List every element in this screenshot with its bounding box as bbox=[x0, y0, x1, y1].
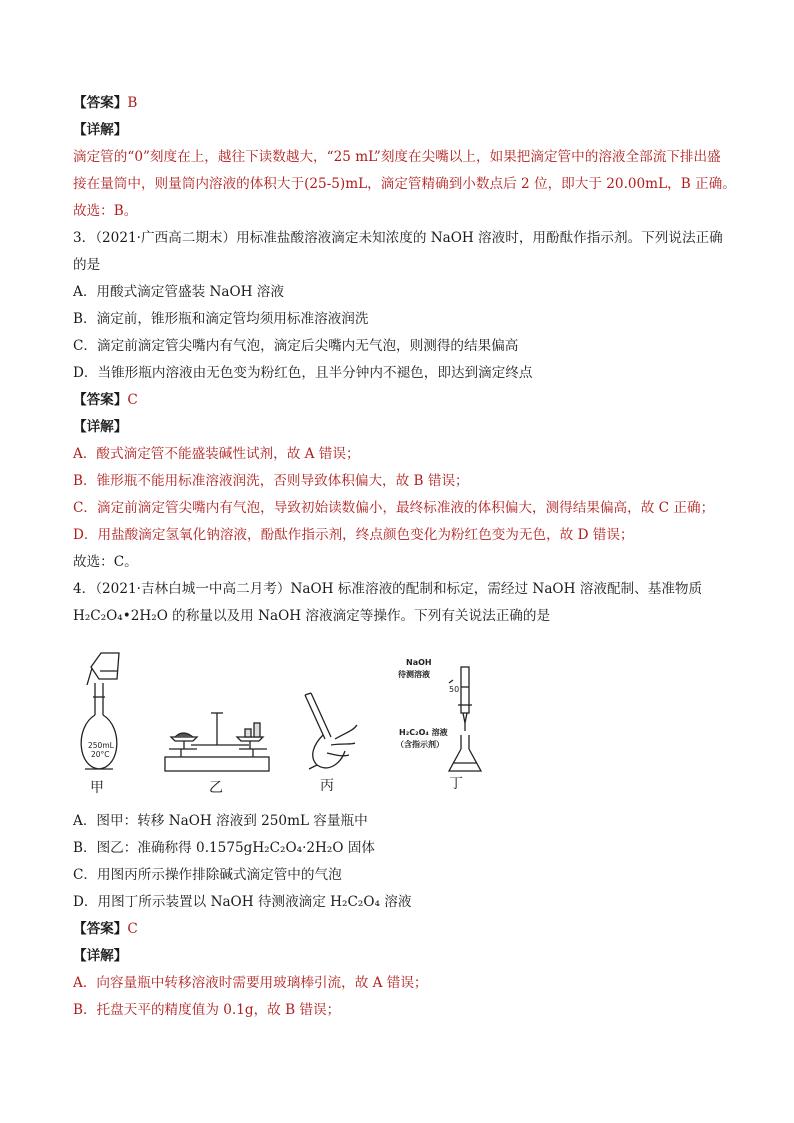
question-stem: 4．（2021·吉林白城一中高二月考）NaOH 标准溶液的配制和标定，需经过 NaOH 溶液配制、基准物质 bbox=[73, 581, 703, 597]
option-c: C．滴定前滴定管尖嘴内有气泡，滴定后尖嘴内无气泡，则测得的结果偏高 bbox=[73, 338, 519, 354]
answer-line bbox=[73, 920, 138, 938]
hand-burette-illustration bbox=[305, 693, 357, 769]
option-b: B．图乙：准确称得 0.1575gH₂C₂O₄·2H₂O 固体 bbox=[73, 840, 376, 856]
conclusion: 故选：B。 bbox=[73, 203, 138, 219]
question-stem: H₂C₂O₄•2H₂O 的称量以及用 NaOH 溶液滴定等操作。下列有关说法正确的是 bbox=[73, 608, 551, 624]
answer-tag: 【答案】 bbox=[73, 392, 128, 408]
caption-bing: 丙 bbox=[320, 778, 334, 794]
burette-label-naoh: NaOH bbox=[406, 658, 432, 667]
option-d: D．当锥形瓶内溶液由无色变为粉红色，且半分钟内不褪色，即达到滴定终点 bbox=[73, 365, 533, 381]
volumetric-flask-illustration bbox=[81, 653, 119, 769]
conical-label-indicator: （含指示剂） bbox=[396, 740, 444, 749]
detail-line: A．向容量瓶中转移溶液时需要用玻璃棒引流，故 A 错误； bbox=[73, 975, 428, 991]
caption-ding: 丁 bbox=[449, 776, 463, 792]
flask-label-temp: 20°C bbox=[91, 750, 110, 759]
balance-illustration bbox=[165, 713, 269, 771]
answer-tag: 【答案】 bbox=[73, 95, 128, 111]
apparatus-diagram bbox=[73, 645, 513, 795]
detail-line: 接在量筒中，则量筒内溶液的体积大于(25-5)mL，滴定管精确到小数点后 2 位，即大于 20.00mL，B 正确。 bbox=[73, 176, 736, 192]
answer-line bbox=[73, 94, 137, 112]
option-a: A．图甲：转移 NaOH 溶液到 250mL 容量瓶中 bbox=[73, 813, 368, 829]
option-b: B．滴定前，锥形瓶和滴定管均须用标准溶液润洗 bbox=[73, 311, 369, 327]
detail-line: D．用盐酸滴定氢氧化钠溶液，酚酞作指示剂，终点颜色变化为粉红色变为无色，故 D 错误； bbox=[73, 527, 634, 543]
answer-line bbox=[73, 391, 138, 409]
detail-tag: 【详解】 bbox=[73, 122, 128, 138]
burette-illustration bbox=[396, 658, 481, 771]
question-stem: 3．（2021·广西高二期末）用标准盐酸溶液滴定未知浓度的 NaOH 溶液时，用酚酞作指示剂。下列说法正确 bbox=[73, 230, 723, 246]
answer-value: C bbox=[127, 921, 138, 937]
detail-line: 滴定管的“0”刻度在上，越往下读数越大，“25 mL”刻度在尖嘴以上，如果把滴定管中的溶液全部流下排出盛 bbox=[73, 149, 721, 165]
conical-label-solution: H₂C₂O₄ 溶液 bbox=[399, 728, 448, 737]
flask-label-volume: 250mL bbox=[88, 741, 114, 750]
detail-tag: 【详解】 bbox=[73, 948, 128, 964]
detail-line: C．滴定前滴定管尖嘴内有气泡，导致初始读数偏小，最终标准液的体积偏大，测得结果偏高，故 C 正确； bbox=[73, 500, 715, 516]
detail-line: B．托盘天平的精度值为 0.1g，故 B 错误； bbox=[73, 1002, 341, 1018]
question-stem: 的是 bbox=[73, 257, 101, 273]
answer-value: B bbox=[127, 95, 138, 111]
option-d: D．用图丁所示装置以 NaOH 待测液滴定 H₂C₂O₄ 溶液 bbox=[73, 894, 412, 910]
answer-value: C bbox=[127, 392, 138, 408]
burette-label-solution: 待测溶液 bbox=[398, 670, 430, 679]
apparatus-figure bbox=[73, 645, 513, 795]
detail-line: A．酸式滴定管不能盛装碱性试剂，故 A 错误； bbox=[73, 446, 360, 462]
caption-jia: 甲 bbox=[90, 780, 104, 796]
conclusion: 故选：C。 bbox=[73, 554, 138, 570]
burette-mark: 50 bbox=[449, 685, 460, 694]
answer-tag: 【答案】 bbox=[73, 921, 128, 937]
detail-tag: 【详解】 bbox=[73, 419, 128, 435]
option-a: A．用酸式滴定管盛装 NaOH 溶液 bbox=[73, 284, 284, 300]
detail-line: B．锥形瓶不能用标准溶液润洗，否则导致体积偏大，故 B 错误； bbox=[73, 473, 469, 489]
caption-yi: 乙 bbox=[209, 780, 223, 796]
option-c: C．用图丙所示操作排除碱式滴定管中的气泡 bbox=[73, 867, 342, 883]
